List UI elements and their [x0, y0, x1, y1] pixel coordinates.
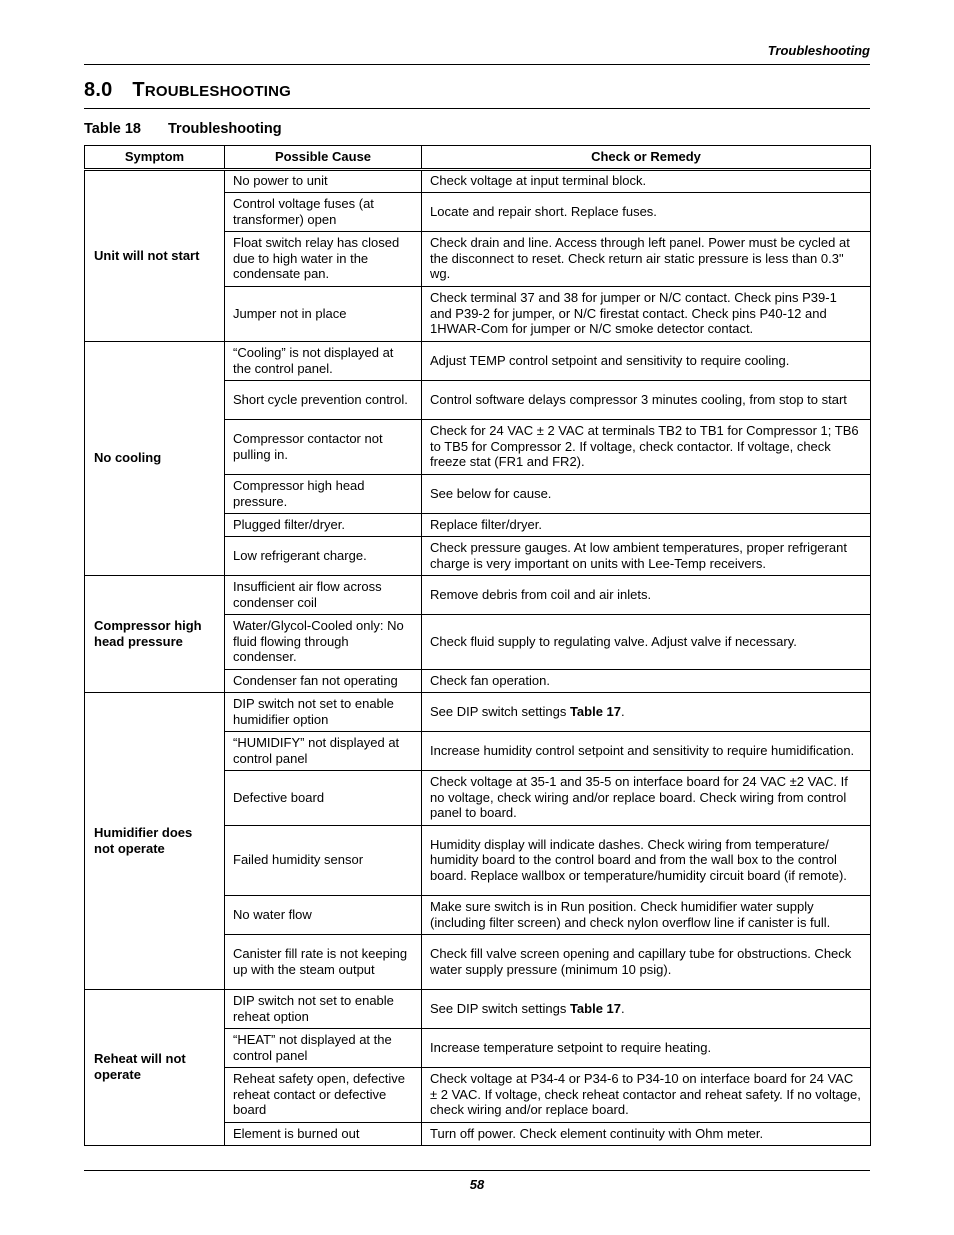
- remedy-cell: Check for 24 VAC ± 2 VAC at terminals TB2 to TB1 for Compressor 1; TB6 to TB5 for Compressor 2. If voltage, check contactor. If voltage, check freeze stat (FR1 and FR2).: [422, 420, 871, 475]
- remedy-cell: Increase humidity control setpoint and sensitivity to require humidification.: [422, 732, 871, 771]
- cause-cell: No power to unit: [225, 170, 422, 193]
- table-reference: Table 17: [569, 1000, 621, 1016]
- table-caption: [84, 121, 282, 137]
- remedy-cell: Turn off power. Check element continuity with Ohm meter.: [422, 1123, 871, 1146]
- cause-cell: Compressor contactor not pulling in.: [225, 420, 422, 475]
- remedy-text: See DIP switch settings: [430, 703, 570, 719]
- cause-cell: No water flow: [225, 896, 422, 935]
- cause-cell: Failed humidity sensor: [225, 826, 422, 896]
- symptom-cell: Unit will not start: [85, 170, 225, 342]
- cause-cell: DIP switch not set to enable reheat option: [225, 990, 422, 1029]
- remedy-cell: Check fluid supply to regulating valve. Adjust valve if necessary.: [422, 615, 871, 670]
- section-title-rest: ROUBLESHOOTING: [144, 83, 291, 100]
- remedy-text-end: .: [621, 1000, 625, 1016]
- remedy-cell: Adjust TEMP control setpoint and sensitivity to require cooling.: [422, 342, 871, 381]
- cause-cell: Float switch relay has closed due to high water in the condensate pan.: [225, 232, 422, 287]
- remedy-cell: Make sure switch is in Run position. Check humidifier water supply (including filter screen) and check nylon overflow line if canister is full.: [422, 896, 871, 935]
- table-row: [85, 342, 871, 381]
- remedy-cell: Increase temperature setpoint to require heating.: [422, 1029, 871, 1068]
- cause-cell: Compressor high head pressure.: [225, 475, 422, 514]
- cause-cell: Condenser fan not operating: [225, 670, 422, 693]
- remedy-cell: Locate and repair short. Replace fuses.: [422, 193, 871, 232]
- symptom-cell: No cooling: [85, 342, 225, 576]
- remedy-cell: Check voltage at P34-4 or P34-6 to P34-10 on interface board for 24 VAC ± 2 VAC. If voltage, check reheat contactor and reheat safety. If no voltage, check wiring and/or replace board.: [422, 1068, 871, 1123]
- header-rule: [84, 64, 870, 65]
- remedy-cell: Humidity display will indicate dashes. Check wiring from temperature/ humidity board to the control board and from the wall box to the control board. Replace wallbox or temperature/humidity circuit board (if remote).: [422, 826, 871, 896]
- cause-cell: “Cooling” is not displayed at the control panel.: [225, 342, 422, 381]
- remedy-cell: [422, 990, 871, 1029]
- remedy-cell: Check pressure gauges. At low ambient temperatures, proper refrigerant charge is very important on units with Lee-Temp receivers.: [422, 537, 871, 576]
- remedy-cell: Check drain and line. Access through left panel. Power must be cycled at the disconnect to reset. Check return air static pressure is less than 0.3" wg.: [422, 232, 871, 287]
- table-row: [85, 693, 871, 732]
- remedy-cell: Check terminal 37 and 38 for jumper or N/C contact. Check pins P39-1 and P39-2 for jumper, or N/C firestat contact. Check pins P40-12 and 1HWAR-Com for jumper or N/C smoke detector contact.: [422, 287, 871, 342]
- cause-cell: Jumper not in place: [225, 287, 422, 342]
- table-reference: Table 17: [569, 703, 621, 719]
- column-header-cause: Possible Cause: [225, 146, 422, 170]
- running-header: Troubleshooting: [767, 43, 870, 58]
- table-header-row: [85, 146, 871, 170]
- cause-cell: Plugged filter/dryer.: [225, 514, 422, 537]
- page-number: 58: [469, 1177, 485, 1192]
- cause-cell: Short cycle prevention control.: [225, 381, 422, 420]
- table-row: [85, 990, 871, 1029]
- remedy-cell: Check voltage at input terminal block.: [422, 170, 871, 193]
- table-body: [85, 170, 871, 1146]
- remedy-text: See DIP switch settings: [430, 1000, 570, 1016]
- cause-cell: “HEAT” not displayed at the control panel: [225, 1029, 422, 1068]
- table-caption-label: Table 18: [84, 121, 141, 137]
- symptom-cell: Humidifier does not operate: [85, 693, 225, 990]
- symptom-cell: Compressor high head pressure: [85, 576, 225, 693]
- cause-cell: Water/Glycol-Cooled only: No fluid flowing through condenser.: [225, 615, 422, 670]
- remedy-cell: Check fan operation.: [422, 670, 871, 693]
- remedy-cell: Replace filter/dryer.: [422, 514, 871, 537]
- section-title-initial: T: [132, 79, 145, 101]
- remedy-cell: Check voltage at 35-1 and 35-5 on interface board for 24 VAC ±2 VAC. If no voltage, check wiring and/or replace board. Check wiring from control panel to board.: [422, 771, 871, 826]
- footer-rule: [84, 1170, 870, 1171]
- column-header-remedy: Check or Remedy: [422, 146, 871, 170]
- section-title: [84, 79, 291, 102]
- remedy-cell: Remove debris from coil and air inlets.: [422, 576, 871, 615]
- section-rule: [84, 108, 870, 109]
- remedy-cell: See below for cause.: [422, 475, 871, 514]
- cause-cell: Low refrigerant charge.: [225, 537, 422, 576]
- remedy-cell: Control software delays compressor 3 minutes cooling, from stop to start: [422, 381, 871, 420]
- symptom-cell: Reheat will not operate: [85, 990, 225, 1146]
- cause-cell: Defective board: [225, 771, 422, 826]
- table-row: [85, 170, 871, 193]
- remedy-cell: [422, 693, 871, 732]
- remedy-cell: Check fill valve screen opening and capillary tube for obstructions. Check water supply pressure (minimum 10 psig).: [422, 935, 871, 990]
- troubleshooting-table: [84, 145, 871, 1146]
- cause-cell: Canister fill rate is not keeping up with the steam output: [225, 935, 422, 990]
- cause-cell: Element is burned out: [225, 1123, 422, 1146]
- section-number: 8.0: [84, 79, 113, 101]
- cause-cell: “HUMIDIFY” not displayed at control panel: [225, 732, 422, 771]
- cause-cell: Control voltage fuses (at transformer) open: [225, 193, 422, 232]
- remedy-text-end: .: [621, 703, 625, 719]
- cause-cell: DIP switch not set to enable humidifier option: [225, 693, 422, 732]
- cause-cell: Reheat safety open, defective reheat contact or defective board: [225, 1068, 422, 1123]
- cause-cell: Insufficient air flow across condenser coil: [225, 576, 422, 615]
- table-caption-title: Troubleshooting: [168, 121, 282, 137]
- table-row: [85, 576, 871, 615]
- column-header-symptom: Symptom: [85, 146, 225, 170]
